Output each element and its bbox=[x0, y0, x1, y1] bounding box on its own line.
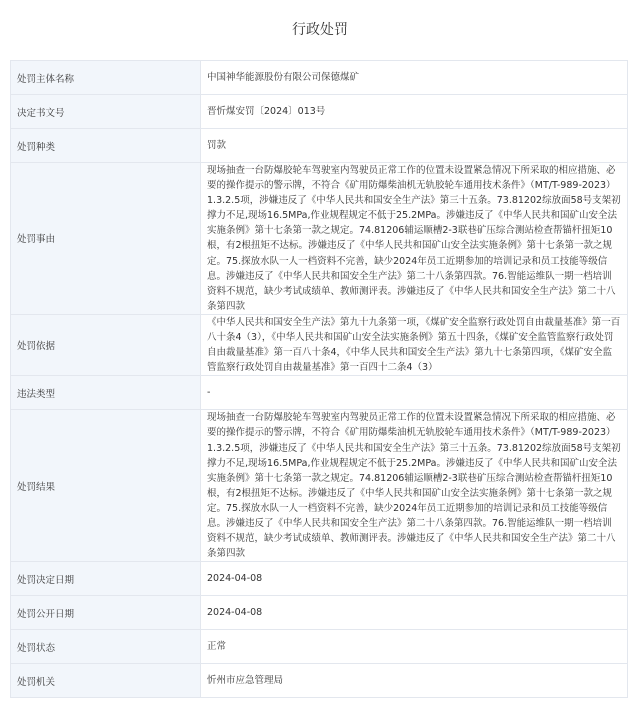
table-row-penalty-type bbox=[11, 129, 628, 163]
row-label: 处罚结果 bbox=[11, 410, 201, 562]
row-value: 中国神华能源股份有限公司保德煤矿 bbox=[201, 61, 628, 95]
table-row-publish-date bbox=[11, 596, 628, 630]
row-label: 处罚种类 bbox=[11, 129, 201, 163]
row-value: 正常 bbox=[201, 630, 628, 664]
row-value: 忻州市应急管理局 bbox=[201, 664, 628, 698]
table-row-violation-type bbox=[11, 376, 628, 410]
row-value: 2024-04-08 bbox=[201, 596, 628, 630]
page-title: 行政处罚 bbox=[292, 22, 348, 38]
row-label: 处罚状态 bbox=[11, 630, 201, 664]
row-value: 晋忻煤安罚〔2024〕013号 bbox=[201, 95, 628, 129]
table-row-status bbox=[11, 630, 628, 664]
row-value: 《中华人民共和国安全生产法》第九十九条第一项，《煤矿安全监察行政处罚自由裁量基准》第一百八十条4（3），《中华人民共和国矿山安全法实施条例》第五十四条，《煤矿安全监管监察行政处罚自由裁量基准》第一百八十条4，《中华人民共和国安全生产法》第九十七条第四项，《煤矿安全监管监察行政处罚自由裁量基准》第一百四十二条4（3） bbox=[201, 314, 628, 375]
table-row-decision-number bbox=[11, 95, 628, 129]
table-row-authority bbox=[11, 664, 628, 698]
row-label: 处罚主体名称 bbox=[11, 61, 201, 95]
row-label: 违法类型 bbox=[11, 376, 201, 410]
row-value: - bbox=[201, 376, 628, 410]
row-label: 处罚机关 bbox=[11, 664, 201, 698]
table-row-reason bbox=[11, 163, 628, 315]
row-value: 罚款 bbox=[201, 129, 628, 163]
row-value: 现场抽查一台防爆胶轮车驾驶室内驾驶员正常工作的位置未设置紧急情况下所采取的相应措施、必要的操作提示的警示牌，不符合《矿用防爆柴油机无轨胶轮车通用技术条件》（MT/T-989-2023）1.3.2.5项，涉嫌违反了《中华人民共和国安全生产法》第三十五条。73.81202综放面58号支架初撑力不足,现场16.5MPa,作业规程规定不低于25.2MPa。涉嫌违反了《中华人民共和国矿山安全法实施条例》第十七条第一款之规定。74.81206辅运顺槽2-3联巷矿压综合测站检查帮锚杆扭矩10根，有2根扭矩不达标。涉嫌违反了《中华人民共和国矿山安全法实施条例》第十七条第一款之规定。75.探放水队一人一档资料不完善，缺少2024年员工近期参加的培训记录和员工技能等级信息。涉嫌违反了《中华人民共和国安全生产法》第二十八条第四款。76.智能运维队一期一档培训资料不规范，缺少考试成绩单、教师测评表。涉嫌违反了《中华人民共和国安全生产法》第二十八条第四款 bbox=[201, 163, 628, 315]
table-row-result bbox=[11, 410, 628, 562]
penalty-info-table bbox=[10, 60, 628, 698]
table-row-decision-date bbox=[11, 562, 628, 596]
table-row-subject bbox=[11, 61, 628, 95]
row-label: 处罚依据 bbox=[11, 314, 201, 375]
row-label: 处罚决定日期 bbox=[11, 562, 201, 596]
row-value: 现场抽查一台防爆胶轮车驾驶室内驾驶员正常工作的位置未设置紧急情况下所采取的相应措施、必要的操作提示的警示牌，不符合《矿用防爆柴油机无轨胶轮车通用技术条件》（MT/T-989-2023）1.3.2.5项，涉嫌违反了《中华人民共和国安全生产法》第三十五条。73.81202综放面58号支架初撑力不足,现场16.5MPa,作业规程规定不低于25.2MPa。涉嫌违反了《中华人民共和国矿山安全法实施条例》第十七条第一款之规定。74.81206辅运顺槽2-3联巷矿压综合测站检查帮锚杆扭矩10根，有2根扭矩不达标。涉嫌违反了《中华人民共和国矿山安全法实施条例》第十七条第一款之规定。75.探放水队一人一档资料不完善，缺少2024年员工近期参加的培训记录和员工技能等级信息。涉嫌违反了《中华人民共和国安全生产法》第二十八条第四款。76.智能运维队一期一档培训资料不规范，缺少考试成绩单、教师测评表。涉嫌违反了《中华人民共和国安全生产法》第二十八条第四款 bbox=[201, 410, 628, 562]
table-row-legal-basis bbox=[11, 314, 628, 375]
row-label: 处罚公开日期 bbox=[11, 596, 201, 630]
row-label: 处罚事由 bbox=[11, 163, 201, 315]
row-value: 2024-04-08 bbox=[201, 562, 628, 596]
row-label: 决定书文号 bbox=[11, 95, 201, 129]
